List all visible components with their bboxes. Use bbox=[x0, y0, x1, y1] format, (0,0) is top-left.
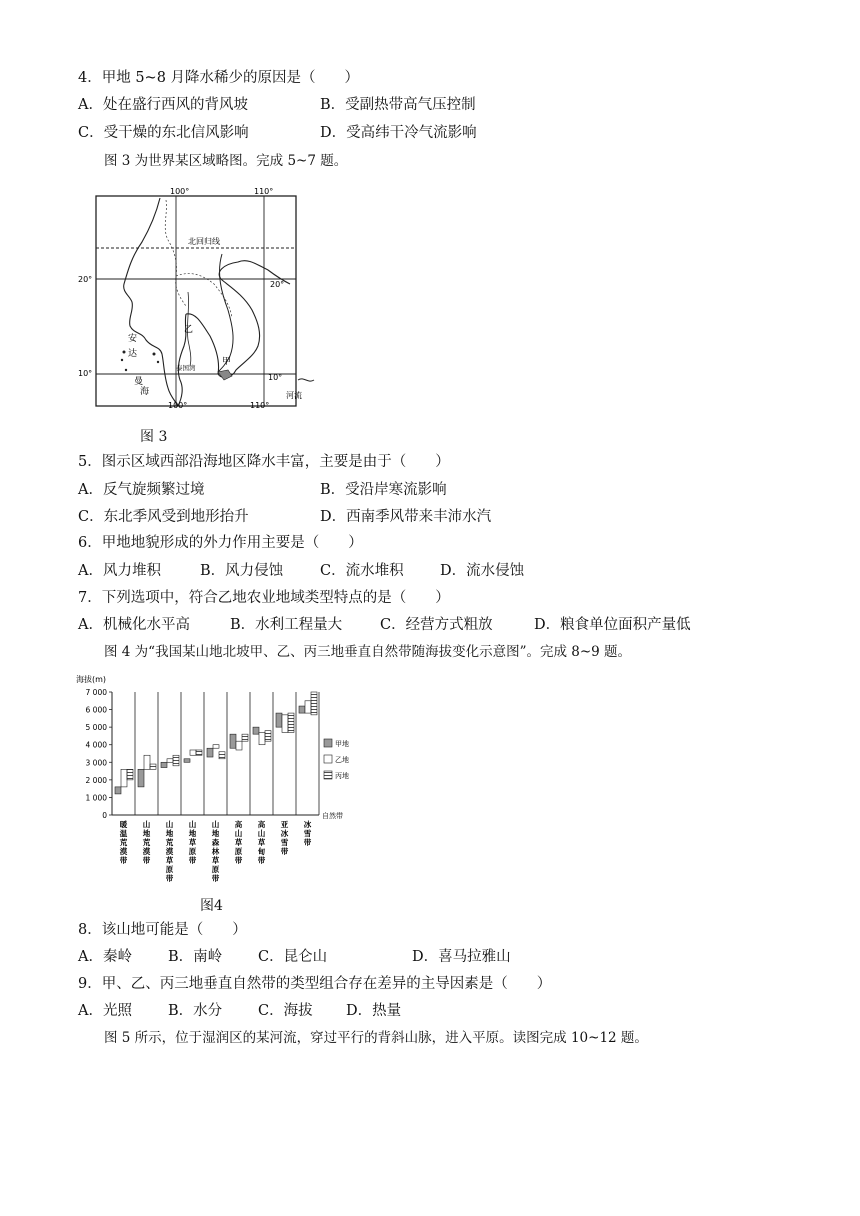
lat-10-left: 10° bbox=[78, 369, 93, 378]
bar-乙地-4 bbox=[213, 745, 219, 749]
x-category-char: 山 bbox=[165, 820, 174, 829]
lon-top-110: 110° bbox=[254, 187, 274, 196]
figure-3-intro: 图 3 为世界某区域略图。完成 5~7 题。 bbox=[104, 153, 348, 169]
x-category-char: 暖 bbox=[119, 820, 128, 829]
sea-label-an: 安 bbox=[128, 334, 138, 344]
x-category-char: 带 bbox=[257, 856, 266, 865]
x-category-char: 草 bbox=[188, 838, 197, 847]
legend-swatch-jia bbox=[324, 739, 332, 747]
bar-甲地-6 bbox=[253, 727, 259, 734]
figure-3-map bbox=[72, 184, 322, 414]
x-category-char: 荒 bbox=[119, 838, 128, 847]
q6-option-a: A．风力堆积 bbox=[78, 563, 161, 579]
x-category-char: 草 bbox=[165, 856, 174, 865]
q8-option-c: C．昆仑山 bbox=[258, 949, 328, 965]
q4-option-a: A．处在盛行西风的背风坡 bbox=[78, 97, 248, 113]
label-jia: 甲 bbox=[222, 357, 232, 367]
x-category-char: 原 bbox=[188, 847, 197, 856]
map-frame bbox=[96, 196, 296, 406]
bar-甲地-2 bbox=[161, 762, 167, 767]
chart-legend bbox=[324, 739, 349, 780]
q5-option-b: B．受沿岸寒流影响 bbox=[320, 482, 447, 498]
q9-option-a: A．光照 bbox=[78, 1003, 132, 1019]
bar-丙地-3 bbox=[196, 750, 202, 755]
legend-label-bing: 丙地 bbox=[335, 772, 349, 780]
x-category-char: 原 bbox=[234, 847, 243, 856]
figure-4-caption: 图4 bbox=[200, 898, 223, 914]
x-category-char: 漠 bbox=[142, 847, 151, 856]
x-category-char: 地 bbox=[142, 829, 151, 838]
bar-甲地-4 bbox=[207, 748, 213, 757]
question-8-stem: 8．该山地可能是（ ） bbox=[78, 922, 247, 938]
x-category-char: 荒 bbox=[142, 838, 151, 847]
x-category-char: 山 bbox=[257, 829, 266, 838]
bar-乙地-0 bbox=[121, 769, 127, 787]
bar-甲地-7 bbox=[276, 713, 282, 727]
x-category-char: 地 bbox=[211, 829, 220, 838]
q9-option-d: D．热量 bbox=[346, 1003, 402, 1019]
label-yi: 乙 bbox=[184, 325, 194, 335]
bar-丙地-1 bbox=[150, 764, 156, 769]
x-category-char: 带 bbox=[119, 856, 128, 865]
y-tick-label: 6 000 bbox=[85, 705, 107, 715]
x-category-char: 山 bbox=[211, 820, 220, 829]
lat-10-right: 10° bbox=[268, 373, 283, 382]
q6-option-b: B．风力侵蚀 bbox=[200, 563, 284, 579]
bar-丙地-8 bbox=[311, 692, 317, 715]
x-category-char: 冰 bbox=[303, 820, 312, 829]
legend-swatch-yi bbox=[324, 755, 332, 763]
legend-swatch-bing bbox=[324, 771, 332, 779]
bar-乙地-5 bbox=[236, 741, 242, 750]
y-tick-label: 5 000 bbox=[85, 723, 107, 733]
x-category-char: 草 bbox=[257, 838, 266, 847]
lon-bot-100: 100° bbox=[168, 401, 188, 410]
x-category-char: 带 bbox=[280, 847, 289, 856]
bar-丙地-7 bbox=[288, 713, 294, 732]
x-category-char: 雪 bbox=[303, 829, 312, 838]
x-category-char: 荒 bbox=[165, 838, 174, 847]
q5-option-d: D．西南季风带来丰沛水汽 bbox=[320, 509, 492, 525]
inner-border bbox=[165, 200, 232, 318]
legend-label-jia: 甲地 bbox=[335, 740, 349, 748]
x-category-char: 带 bbox=[165, 874, 174, 883]
legend-label-yi: 乙地 bbox=[335, 756, 349, 764]
delta-jia bbox=[218, 370, 232, 380]
q6-option-d: D．流水侵蚀 bbox=[440, 563, 525, 579]
river-legend-label: 河流 bbox=[286, 391, 302, 400]
lon-bot-110: 110° bbox=[250, 401, 270, 410]
bar-丙地-4 bbox=[219, 752, 225, 759]
x-category-char: 雪 bbox=[280, 838, 289, 847]
sea-label-man: 曼 bbox=[134, 377, 144, 387]
river-legend-symbol bbox=[298, 379, 314, 381]
y-tick-label: 3 000 bbox=[85, 758, 107, 768]
x-category-char: 林 bbox=[211, 847, 220, 856]
x-category-char: 山 bbox=[142, 820, 151, 829]
q8-option-d: D．喜马拉雅山 bbox=[412, 949, 511, 965]
x-category-char: 高 bbox=[234, 820, 243, 829]
x-category-char: 地 bbox=[188, 829, 197, 838]
x-category-char: 带 bbox=[234, 856, 243, 865]
question-5-stem: 5．图示区域西部沿海地区降水丰富，主要是由于（ ） bbox=[78, 454, 450, 470]
q9-option-b: B．水分 bbox=[168, 1003, 223, 1019]
x-category-char: 漠 bbox=[165, 847, 174, 856]
x-category-char: 地 bbox=[165, 829, 174, 838]
q4-option-d: D．受高纬干冷气流影响 bbox=[320, 125, 477, 141]
q4-option-c: C．受干燥的东北信风影响 bbox=[78, 125, 249, 141]
gulf-label: 泰国湾 bbox=[176, 364, 196, 372]
bar-乙地-3 bbox=[190, 750, 196, 755]
y-tick-label: 4 000 bbox=[85, 740, 107, 750]
y-tick-label: 0 bbox=[102, 811, 107, 820]
bar-乙地-2 bbox=[167, 759, 173, 763]
x-category-char: 带 bbox=[211, 874, 220, 883]
q8-option-b: B．南岭 bbox=[168, 949, 223, 965]
x-category-char: 原 bbox=[211, 865, 220, 874]
bar-甲地-5 bbox=[230, 734, 236, 748]
y-tick-label: 2 000 bbox=[85, 775, 107, 785]
x-category-char: 森 bbox=[211, 838, 220, 847]
x-category-char: 带 bbox=[142, 856, 151, 865]
question-9-stem: 9．甲、乙、丙三地垂直自然带的类型组合存在差异的主导因素是（ ） bbox=[78, 976, 552, 992]
y-axis-label: 海拔(m) bbox=[76, 675, 107, 684]
x-category-char: 温 bbox=[119, 829, 128, 838]
x-category-char: 冰 bbox=[280, 829, 289, 838]
bar-乙地-6 bbox=[259, 732, 265, 744]
q5-option-a: A．反气旋频繁过境 bbox=[78, 482, 205, 498]
x-category-char: 漠 bbox=[119, 847, 128, 856]
sea-label-hai: 海 bbox=[140, 387, 150, 397]
lat-20-right: 20° bbox=[270, 280, 285, 289]
q7-option-d: D．粮食单位面积产量低 bbox=[534, 617, 691, 633]
x-category-char: 带 bbox=[303, 838, 312, 847]
x-category-char: 亚 bbox=[280, 820, 289, 829]
bar-丙地-0 bbox=[127, 769, 133, 780]
bar-乙地-8 bbox=[305, 701, 311, 713]
question-4-stem: 4．甲地 5~8 月降水稀少的原因是（ ） bbox=[78, 70, 360, 86]
y-tick-label: 1 000 bbox=[85, 793, 107, 803]
x-category-char: 草 bbox=[211, 856, 220, 865]
q7-option-c: C．经营方式粗放 bbox=[380, 617, 493, 633]
q7-option-b: B．水利工程量大 bbox=[230, 617, 343, 633]
q6-option-c: C．流水堆积 bbox=[320, 563, 404, 579]
y-tick-label: 7 000 bbox=[85, 688, 107, 697]
q5-option-c: C．东北季风受到地形抬升 bbox=[78, 509, 249, 525]
question-6-stem: 6．甲地地貌形成的外力作用主要是（ ） bbox=[78, 535, 363, 551]
lon-top-100: 100° bbox=[170, 187, 190, 196]
x-category-char: 山 bbox=[234, 829, 243, 838]
bar-甲地-0 bbox=[115, 787, 121, 794]
figure-4-chart bbox=[72, 672, 362, 890]
bar-甲地-8 bbox=[299, 706, 305, 713]
q4-option-b: B．受副热带高气压控制 bbox=[320, 97, 476, 113]
andaman-islands bbox=[123, 351, 126, 354]
x-category-char: 带 bbox=[188, 856, 197, 865]
x-category-char: 原 bbox=[165, 865, 174, 874]
bar-丙地-6 bbox=[265, 731, 271, 742]
x-category-char: 山 bbox=[188, 820, 197, 829]
q8-option-a: A．秦岭 bbox=[78, 949, 132, 965]
bar-甲地-3 bbox=[184, 759, 190, 763]
x-category-char: 高 bbox=[257, 820, 266, 829]
x-category-char: 甸 bbox=[257, 847, 266, 856]
q7-option-a: A．机械化水平高 bbox=[78, 617, 190, 633]
bar-丙地-5 bbox=[242, 734, 248, 741]
bar-乙地-7 bbox=[282, 715, 288, 733]
bar-丙地-2 bbox=[173, 755, 179, 766]
figure-5-intro: 图 5 所示，位于湿润区的某河流，穿过平行的背斜山脉，进入平原。读图完成 10~12 题。 bbox=[104, 1030, 648, 1046]
bar-甲地-1 bbox=[138, 769, 144, 787]
q9-option-c: C．海拔 bbox=[258, 1003, 313, 1019]
x-category-char: 草 bbox=[234, 838, 243, 847]
x-axis-label: 自然带 bbox=[322, 812, 343, 820]
lat-20-left: 20° bbox=[78, 275, 93, 284]
figure-3-caption: 图 3 bbox=[140, 429, 168, 445]
tropic-label: 北回归线 bbox=[188, 237, 220, 246]
figure-4-intro: 图 4 为“我国某山地北坡甲、乙、丙三地垂直自然带随海拔变化示意图”。完成 8~9 题。 bbox=[104, 644, 632, 660]
sea-label-da: 达 bbox=[128, 349, 138, 359]
bar-乙地-1 bbox=[144, 755, 150, 769]
mekong-river bbox=[218, 254, 233, 372]
question-7-stem: 7．下列选项中，符合乙地农业地域类型特点的是（ ） bbox=[78, 590, 450, 606]
coastline bbox=[124, 198, 290, 406]
